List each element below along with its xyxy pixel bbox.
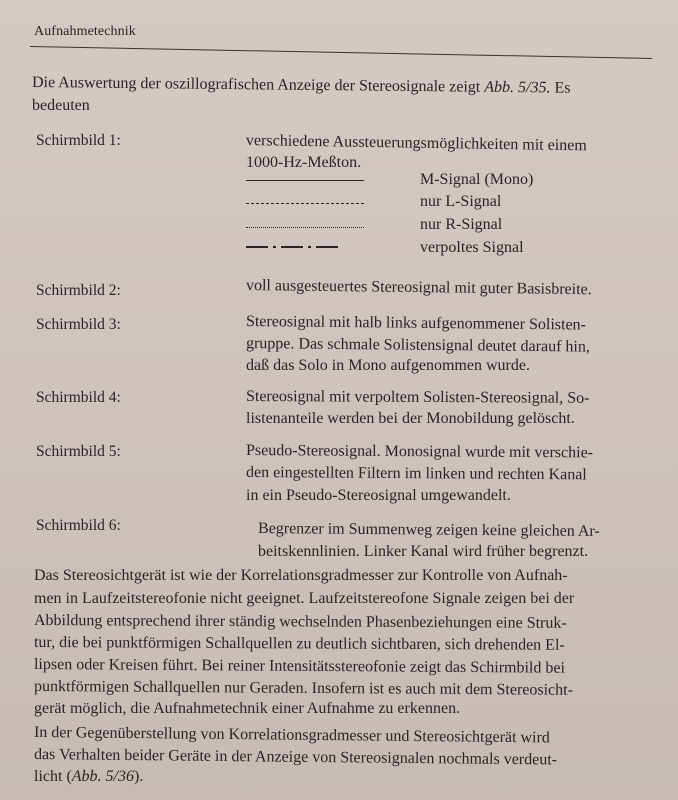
paragraph-1-line-1: Das Stereosichtgerät ist wie der Korrelationsgradmesser zur Kontrolle von Aufnah- (34, 567, 568, 584)
legend-label-right: nur R-Signal (420, 216, 503, 233)
screen-5-label: Schirmbild 5: (36, 443, 121, 460)
screen-3-line-3: daß das Solo in Mono aufgenommen wurde. (246, 357, 530, 374)
screen-5-line-1: Pseudo-Stereosignal. Monosignal wurde mit verschie- (245, 442, 594, 462)
screen-2-label: Schirmbild 2: (36, 282, 121, 299)
screen-2-line-1: voll ausgesteuertes Stereosignal mit guter Basisbreite. (245, 277, 592, 299)
screen-4-label: Schirmbild 4: (36, 389, 121, 406)
paragraph-1-line-3: Abbildung entsprechend ihrer ständig wechselnden Phasenbeziehungen eine Struk- (33, 612, 567, 632)
paragraph-2-text: licht ( (34, 768, 72, 785)
header-rule (30, 46, 652, 59)
screen-4-line-2: listenanteile werden bei der Monobildung gelöscht. (246, 410, 575, 427)
intro-line-2: bedeuten (32, 97, 90, 114)
paragraph-1-line-4: tur, die bei punktförmigen Schallquellen zu deutlich sichtbaren, sich drehenden El- (33, 634, 565, 654)
paragraph-2-text-end: ). (133, 768, 144, 785)
paragraph-1-line-2: men in Laufzeitstereofonie nicht geeignet. Laufzeitstereofone Signale zeigen bei der (34, 590, 575, 607)
running-head: Aufnahmetechnik (34, 24, 136, 39)
intro-text: Die Auswertung der oszillografischen Anzeige der Stereosignale zeigt (31, 74, 485, 96)
paragraph-2-line-2: das Verhalten beider Geräte in der Anzeige von Stereosignalen nochmals verdeut- (33, 746, 558, 769)
figure-reference: Abb. 5/35. (484, 78, 551, 97)
intro-text-end: Es (550, 79, 571, 97)
paragraph-2-line-3 (34, 766, 143, 788)
legend-dotted-line (246, 227, 364, 228)
legend-dashed-line (246, 203, 364, 204)
paragraph-2-line-1: In der Gegenüberstellung von Korrelationsgradmesser und Stereosichtgerät wird (33, 724, 550, 747)
paragraph-1-line-5: lipsen oder Kreisen führt. Bei reiner Intensitätsstereofonie zeigt das Schirmbild bei (33, 656, 566, 677)
screen-1-line-1: verschiedene Aussteuerungsmöglichkeiten mit einem (245, 132, 587, 155)
screen-6-label: Schirmbild 6: (36, 517, 121, 534)
legend-solid-line (246, 180, 364, 181)
screen-6-line-1: Begrenzer im Summenweg zeigen keine gleichen Ar- (257, 520, 600, 540)
screen-6-line-2: beitskennlinien. Linker Kanal wird früher begrenzt. (258, 543, 589, 560)
screen-4-line-1: Stereosignal mit verpoltem Solisten-Stereosignal, So- (245, 388, 590, 407)
figure-reference-2: Abb. 5/36 (71, 768, 134, 785)
screen-5-line-3: in ein Pseudo-Stereosignal umgewandelt. (246, 487, 511, 504)
screen-1-label: Schirmbild 1: (36, 132, 121, 149)
intro-line-1 (32, 72, 571, 100)
paragraph-1-line-6: punktförmigen Schallquellen nur Geraden. Insofern ist es auch mit dem Stereosicht- (33, 678, 574, 699)
paragraph-1-line-7: gerät möglich, die Aufnahmetechnik einer Aufnahme zu erkennen. (34, 700, 461, 717)
screen-3-line-1: Stereosignal mit halb links aufgenommener Solisten- (245, 313, 587, 334)
legend-label-mono: M-Signal (Mono) (420, 171, 534, 188)
screen-3-label: Schirmbild 3: (36, 316, 121, 333)
screen-1-line-2: 1000-Hz-Meßton. (246, 154, 362, 171)
legend-label-left: nur L-Signal (420, 193, 502, 210)
screen-3-line-2: gruppe. Das schmale Solistensignal deutet darauf hin, (245, 335, 590, 356)
screen-5-line-2: den eingestellten Filtern im linken und rechten Kanal (245, 464, 587, 484)
legend-label-inverted: verpoltes Signal (420, 239, 524, 256)
